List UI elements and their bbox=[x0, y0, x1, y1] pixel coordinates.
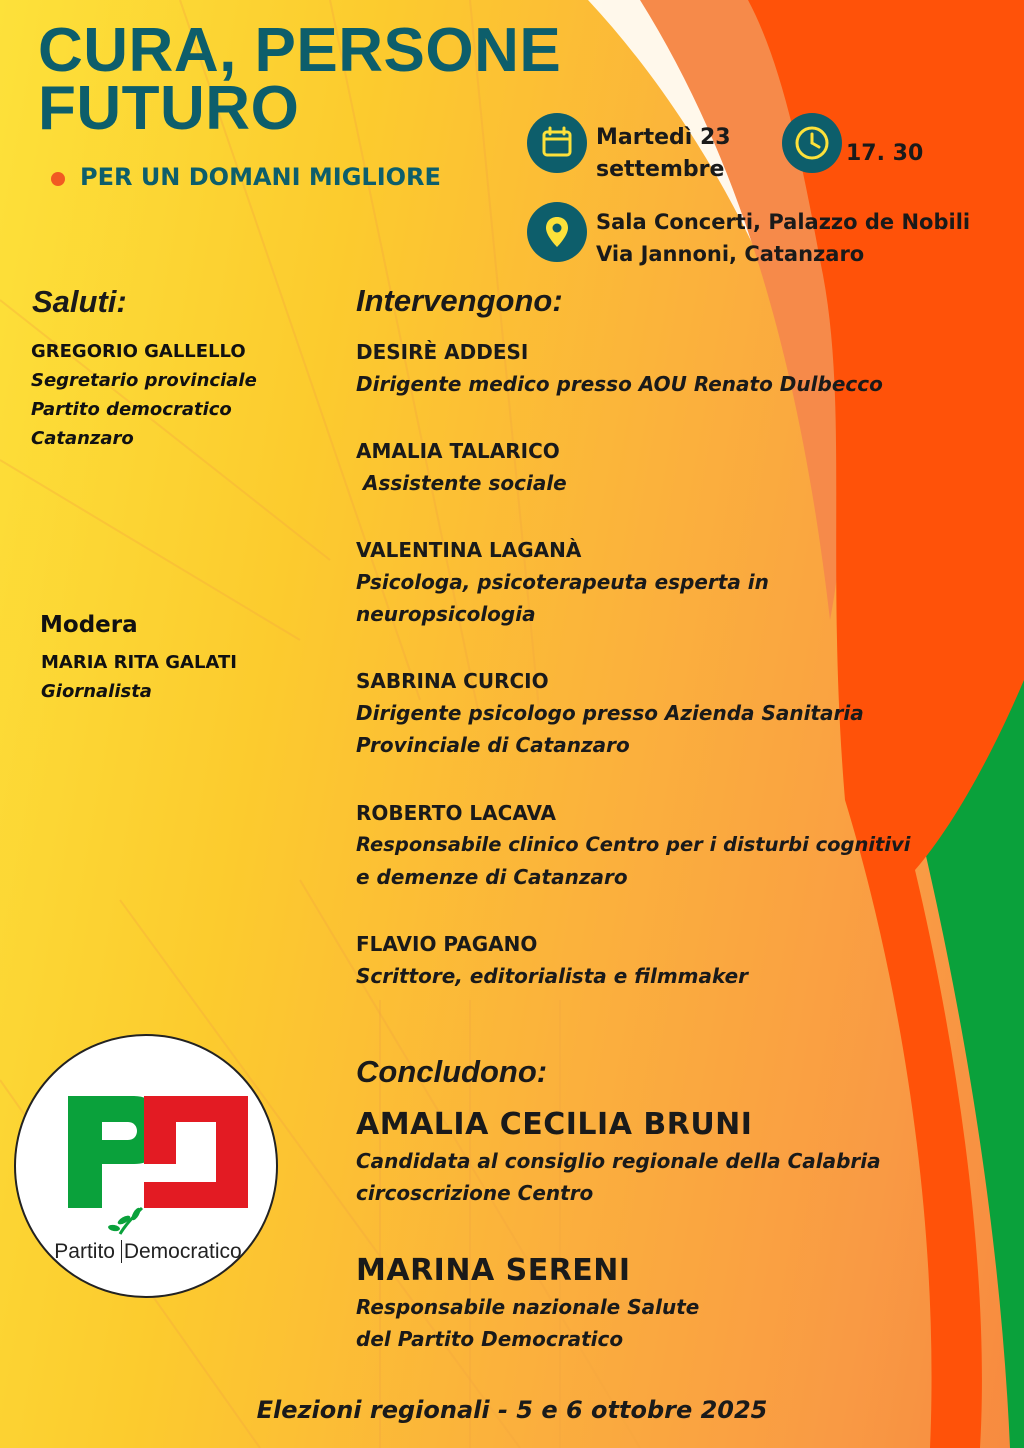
speaker-entry bbox=[356, 665, 864, 761]
footer-elections-text: Elezioni regionali - 5 e 6 ottobre 2025 bbox=[256, 1396, 768, 1424]
speaker-role: Scrittore, editorialista e filmmaker bbox=[356, 964, 749, 988]
saluti-name: GREGORIO GALLELLO bbox=[31, 341, 246, 362]
saluti-role-line: Partito democratico bbox=[31, 399, 232, 420]
speaker-name: VALENTINA LAGANÀ bbox=[356, 538, 582, 562]
speaker-role: neuropsicologia bbox=[356, 602, 536, 626]
speaker-entry bbox=[356, 534, 769, 630]
concludono-heading: Concludono: bbox=[356, 1054, 548, 1089]
location-pin-icon bbox=[527, 202, 587, 262]
speaker-name: AMALIA TALARICO bbox=[356, 439, 560, 463]
logo-text bbox=[16, 1240, 278, 1264]
event-date bbox=[596, 122, 731, 186]
poster-title bbox=[38, 16, 562, 143]
speaker-name: MARINA SERENI bbox=[356, 1253, 631, 1288]
speaker-role: circoscrizione Centro bbox=[356, 1181, 594, 1205]
venue-line-1: Sala Concerti, Palazzo de Nobili bbox=[596, 210, 971, 234]
bullet-dot bbox=[51, 172, 65, 186]
modera-name: MARIA RITA GALATI bbox=[41, 652, 237, 673]
logo-text-left: Partito bbox=[54, 1240, 115, 1263]
date-line-1: Martedì 23 bbox=[596, 125, 731, 150]
event-venue bbox=[596, 206, 970, 270]
date-line-2: settembre bbox=[596, 157, 725, 182]
saluti-role-line: Segretario provinciale bbox=[31, 370, 257, 391]
saluti-heading: Saluti: bbox=[32, 284, 127, 319]
intervengono-heading: Intervengono: bbox=[356, 283, 563, 318]
poster-subtitle: PER UN DOMANI MIGLIORE bbox=[80, 163, 441, 191]
speaker-role: Assistente sociale bbox=[356, 471, 567, 495]
speaker-name: FLAVIO PAGANO bbox=[356, 932, 538, 956]
saluti-block bbox=[31, 337, 257, 453]
speaker-entry bbox=[356, 928, 748, 992]
speaker-name: DESIRÈ ADDESI bbox=[356, 340, 529, 364]
speaker-role: del Partito Democratico bbox=[356, 1327, 624, 1351]
speaker-role: Candidata al consiglio regionale della Calabria bbox=[356, 1149, 881, 1173]
speaker-entry bbox=[356, 336, 883, 400]
event-time: 17. 30 bbox=[846, 141, 924, 166]
speaker-name: ROBERTO LACAVA bbox=[356, 801, 557, 825]
modera-heading: Modera bbox=[40, 612, 138, 638]
concluding-speaker bbox=[356, 1251, 699, 1355]
speaker-name: AMALIA CECILIA BRUNI bbox=[356, 1107, 753, 1142]
speaker-role: e demenze di Catanzaro bbox=[356, 865, 628, 889]
speaker-entry bbox=[356, 435, 567, 499]
partito-democratico-logo bbox=[14, 1034, 278, 1298]
venue-line-2: Via Jannoni, Catanzaro bbox=[596, 242, 865, 266]
title-line-2: FUTURO bbox=[38, 74, 300, 143]
calendar-icon bbox=[527, 113, 587, 173]
speaker-role: Provinciale di Catanzaro bbox=[356, 733, 630, 757]
speaker-role: Responsabile clinico Centro per i disturbi cognitivi bbox=[356, 833, 911, 856]
speaker-role: Responsabile nazionale Salute bbox=[356, 1295, 700, 1319]
speaker-role: Dirigente medico presso AOU Renato Dulbecco bbox=[356, 372, 883, 396]
speaker-name: SABRINA CURCIO bbox=[356, 669, 549, 693]
modera-block bbox=[41, 648, 237, 706]
speaker-role: Dirigente psicologo presso Azienda Sanitaria bbox=[356, 701, 864, 725]
clock-icon bbox=[782, 113, 842, 173]
concluding-speaker bbox=[356, 1105, 881, 1209]
title-line-1: CURA, PERSONE bbox=[38, 16, 562, 85]
saluti-role-line: Catanzaro bbox=[31, 428, 134, 449]
logo-text-right: Democratico bbox=[121, 1240, 242, 1263]
speaker-role: Psicologa, psicoterapeuta esperta in bbox=[356, 570, 769, 594]
modera-role: Giornalista bbox=[41, 681, 152, 702]
speaker-entry bbox=[356, 797, 910, 893]
